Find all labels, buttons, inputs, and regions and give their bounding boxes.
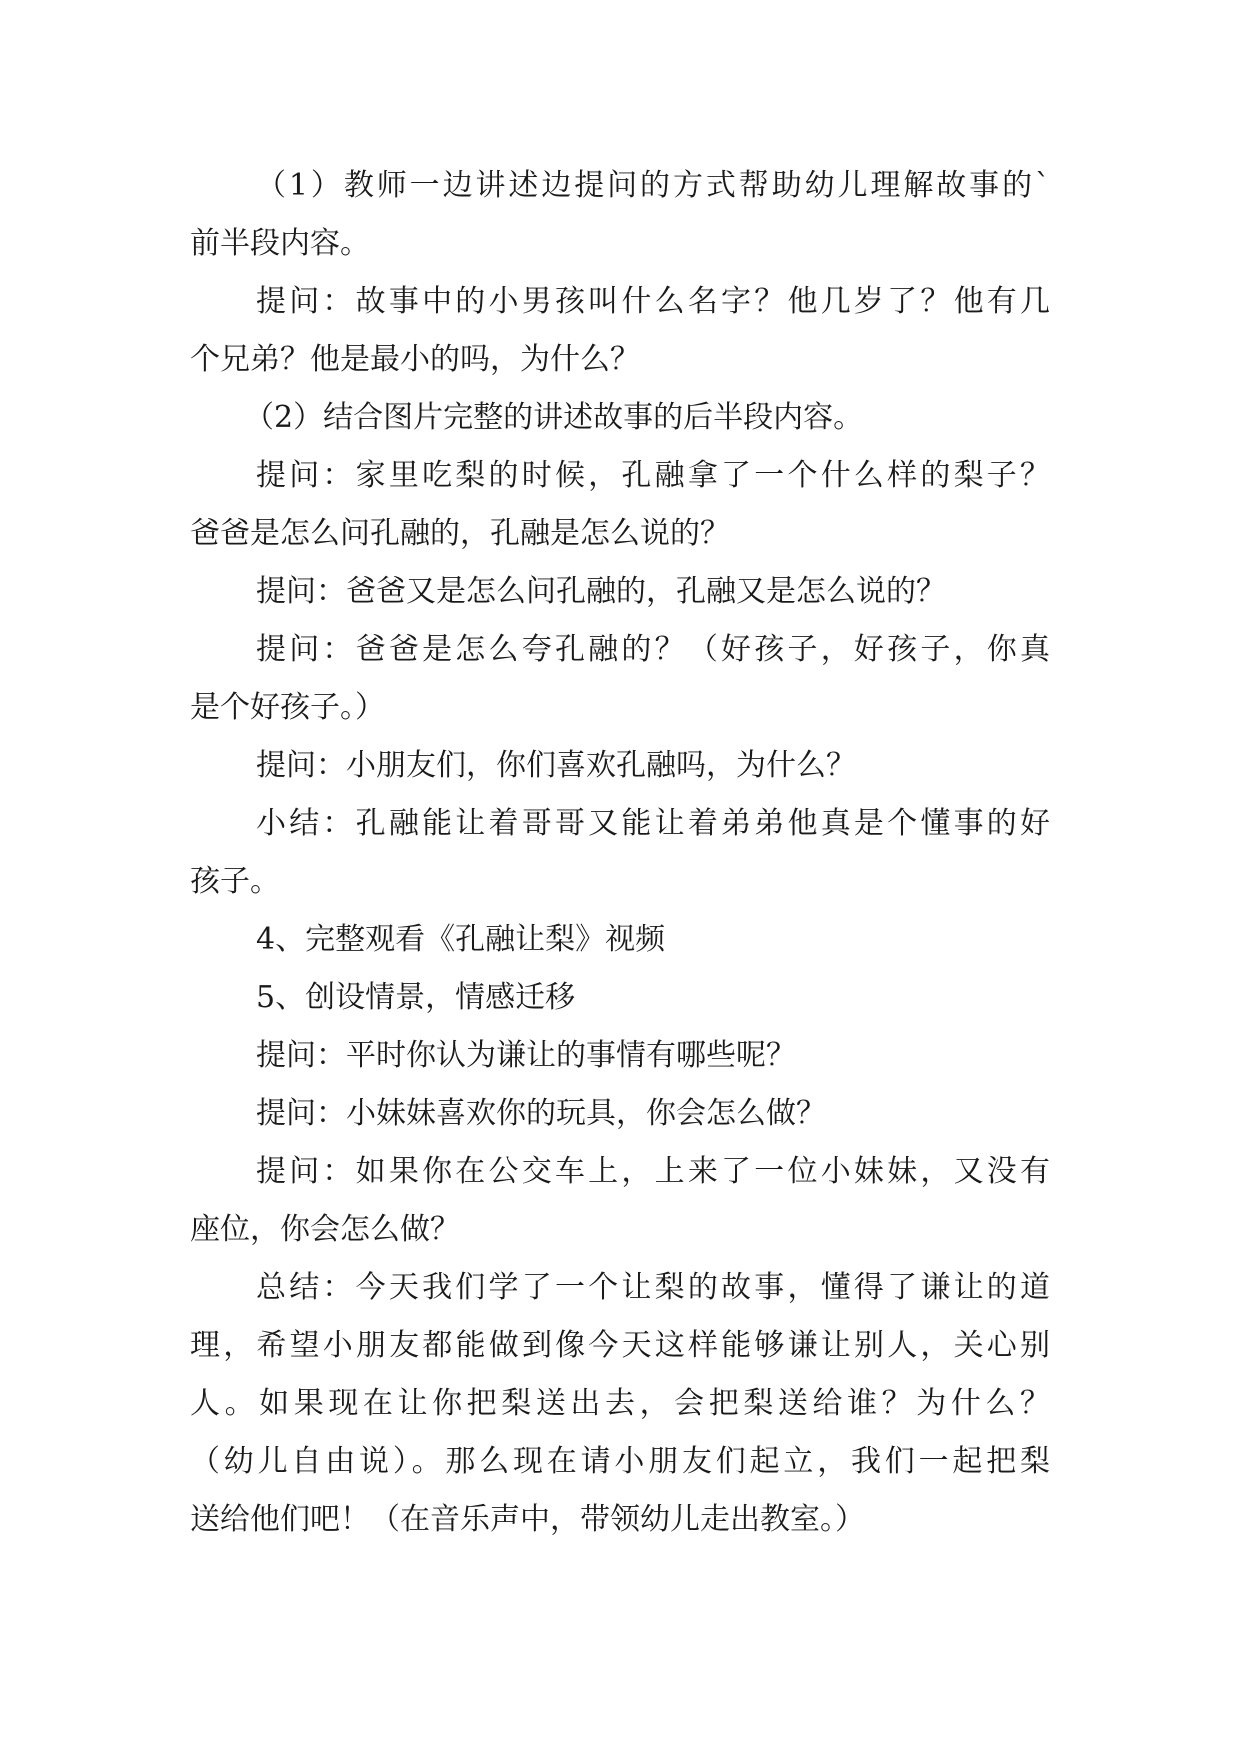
- paragraph-line: 提问：如果你在公交车上，上来了一位小妹妹，又没有: [256, 1154, 1050, 1189]
- paragraph-line: 提问：家里吃梨的时候，孔融拿了一个什么样的梨子？: [256, 458, 1050, 493]
- paragraph-line: 个兄弟？他是最小的吗，为什么？: [190, 342, 640, 377]
- paragraph-line: 提问：平时你认为谦让的事情有哪些呢？: [256, 1038, 796, 1073]
- paragraph-line: 前半段内容。: [190, 226, 370, 261]
- paragraph-line: 爸爸是怎么问孔融的，孔融是怎么说的？: [190, 516, 730, 551]
- paragraph-line: 总结：今天我们学了一个让梨的故事，懂得了谦让的道: [256, 1270, 1050, 1305]
- paragraph-line: 小结：孔融能让着哥哥又能让着弟弟他真是个懂事的好: [256, 806, 1050, 841]
- paragraph-line: 提问：小妹妹喜欢你的玩具，你会怎么做？: [256, 1096, 826, 1131]
- paragraph-line: 孩子。: [190, 864, 280, 899]
- section-heading: 5、创设情景，情感迁移: [256, 980, 576, 1015]
- paragraph-line: （1）教师一边讲述边提问的方式帮助幼儿理解故事的`: [256, 168, 1050, 203]
- paragraph-line: 送给他们吧！（在音乐声中，带领幼儿走出教室。）: [190, 1502, 865, 1537]
- paragraph-line: （幼儿自由说）。那么现在请小朋友们起立，我们一起把梨: [190, 1444, 1050, 1479]
- paragraph-line: 提问：故事中的小男孩叫什么名字？他几岁了？他有几: [256, 284, 1050, 319]
- paragraph-line: （2）结合图片完整的讲述故事的后半段内容。: [244, 400, 864, 435]
- paragraph-line: 是个好孩子。）: [190, 690, 385, 725]
- section-heading: 4、完整观看《孔融让梨》视频: [256, 922, 666, 957]
- paragraph-line: 理，希望小朋友都能做到像今天这样能够谦让别人，关心别: [190, 1328, 1050, 1363]
- paragraph-line: 座位，你会怎么做？: [190, 1212, 460, 1247]
- paragraph-line: 提问：小朋友们，你们喜欢孔融吗，为什么？: [256, 748, 856, 783]
- paragraph-line: 人。如果现在让你把梨送出去，会把梨送给谁？为什么？: [190, 1386, 1050, 1421]
- document-body: [190, 157, 1050, 1549]
- paragraph-line: 提问：爸爸又是怎么问孔融的，孔融又是怎么说的？: [256, 574, 946, 609]
- paragraph-line: 提问：爸爸是怎么夸孔融的？（好孩子，好孩子，你真: [256, 632, 1050, 667]
